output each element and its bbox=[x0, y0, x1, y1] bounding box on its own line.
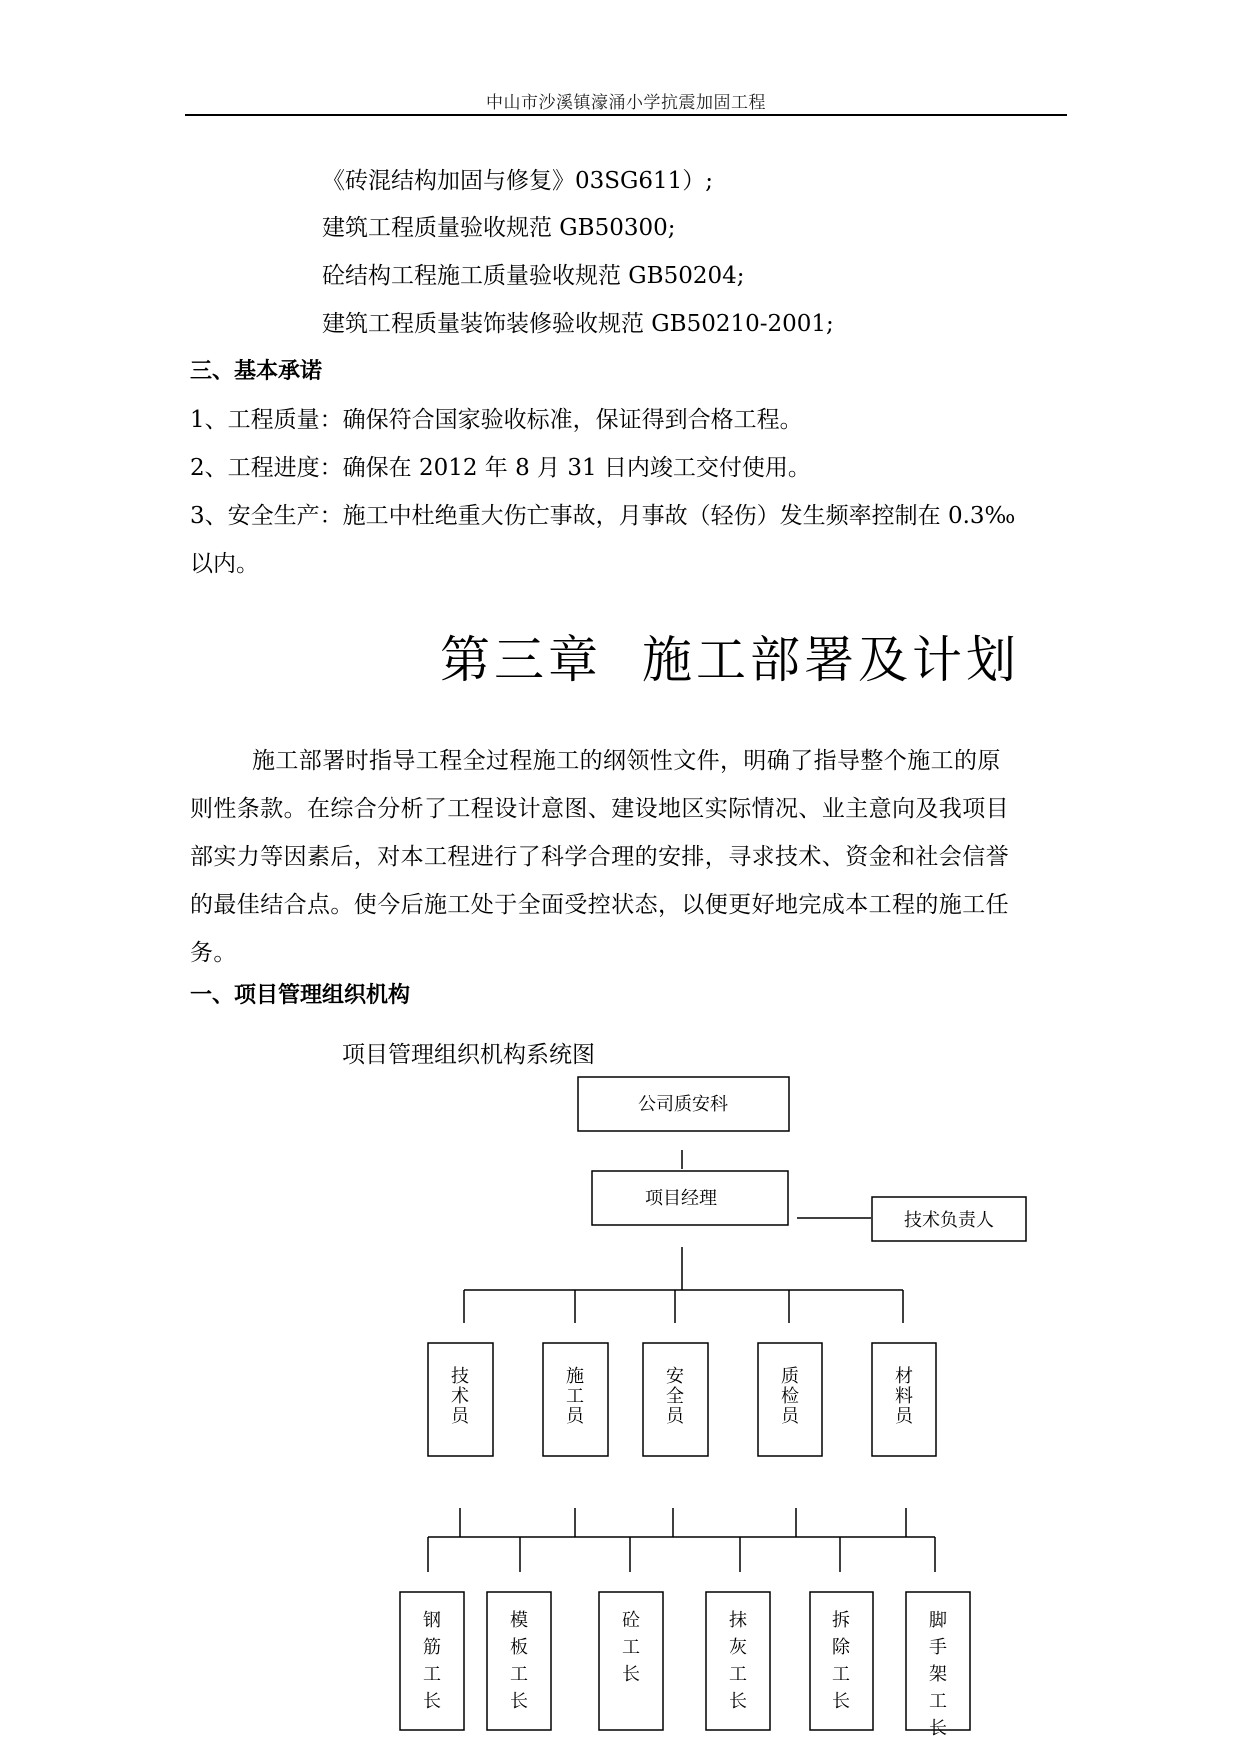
org-label-staff-3: 安全员 bbox=[666, 1366, 684, 1427]
commitment-3: 3、安全生产：施工中杜绝重大伤亡事故，月事故（轻伤）发生频率控制在 0.3‰ bbox=[190, 503, 1016, 529]
spec-line-2: 建筑工程质量验收规范 GB50300; bbox=[322, 215, 676, 241]
org-label-staff-1: 技术员 bbox=[451, 1366, 469, 1427]
page-header: 中山市沙溪镇濠涌小学抗震加固工程 bbox=[486, 93, 766, 113]
paragraph-line-1: 施工部署时指导工程全过程施工的纲领性文件，明确了指导整个施工的原 bbox=[252, 748, 1001, 774]
commitment-1: 1、工程质量：确保符合国家验收标准，保证得到合格工程。 bbox=[190, 407, 803, 433]
spec-line-1: 《砖混结构加固与修复》03SG611）; bbox=[322, 168, 714, 194]
org-label-manager: 项目经理 bbox=[645, 1188, 717, 1209]
foreman-labels bbox=[423, 1610, 947, 1739]
org-chart-title: 项目管理组织机构系统图 bbox=[342, 1042, 595, 1068]
spec-line-3: 砼结构工程施工质量验收规范 GB50204; bbox=[322, 263, 745, 289]
org-label-foreman-3: 砼工长 bbox=[622, 1610, 640, 1685]
section1-heading: 一、项目管理组织机构 bbox=[190, 983, 411, 1008]
org-label-staff-2: 施工员 bbox=[566, 1366, 584, 1427]
paragraph-line-5: 务。 bbox=[190, 940, 237, 966]
org-label-foreman-5: 拆除工长 bbox=[832, 1610, 850, 1712]
org-label-foreman-4: 抹灰工长 bbox=[729, 1610, 747, 1712]
section3-heading: 三、基本承诺 bbox=[190, 359, 323, 384]
org-label-staff-4: 质检员 bbox=[781, 1366, 799, 1427]
chapter-number: 第三章 bbox=[440, 631, 602, 689]
paragraph-line-2: 则性条款。在综合分析了工程设计意图、建设地区实际情况、业主意向及我项目 bbox=[190, 796, 1009, 822]
paragraph-line-4: 的最佳结合点。使今后施工处于全面受控状态，以便更好地完成本工程的施工任 bbox=[190, 892, 1009, 918]
org-label-staff-5: 材料员 bbox=[895, 1366, 913, 1427]
paragraph-line-3: 部实力等因素后，对本工程进行了科学合理的安排，寻求技术、资金和社会信誉 bbox=[190, 844, 1009, 870]
org-label-foreman-1: 钢筋工长 bbox=[423, 1610, 441, 1712]
org-label-tech-lead: 技术负责人 bbox=[904, 1210, 994, 1231]
staff-labels bbox=[451, 1366, 915, 1427]
org-label-foreman-6: 脚手架工长 bbox=[929, 1610, 947, 1739]
org-label-top: 公司质安科 bbox=[638, 1094, 728, 1115]
chapter-name: 施工部署及计划 bbox=[642, 631, 1020, 689]
commitment-2: 2、工程进度：确保在 2012 年 8 月 31 日内竣工交付使用。 bbox=[190, 455, 811, 481]
org-label-foreman-2: 模板工长 bbox=[510, 1610, 528, 1712]
spec-line-4: 建筑工程质量装饰装修验收规范 GB50210-2001; bbox=[322, 311, 834, 337]
commitment-3-cont: 以内。 bbox=[190, 551, 259, 577]
